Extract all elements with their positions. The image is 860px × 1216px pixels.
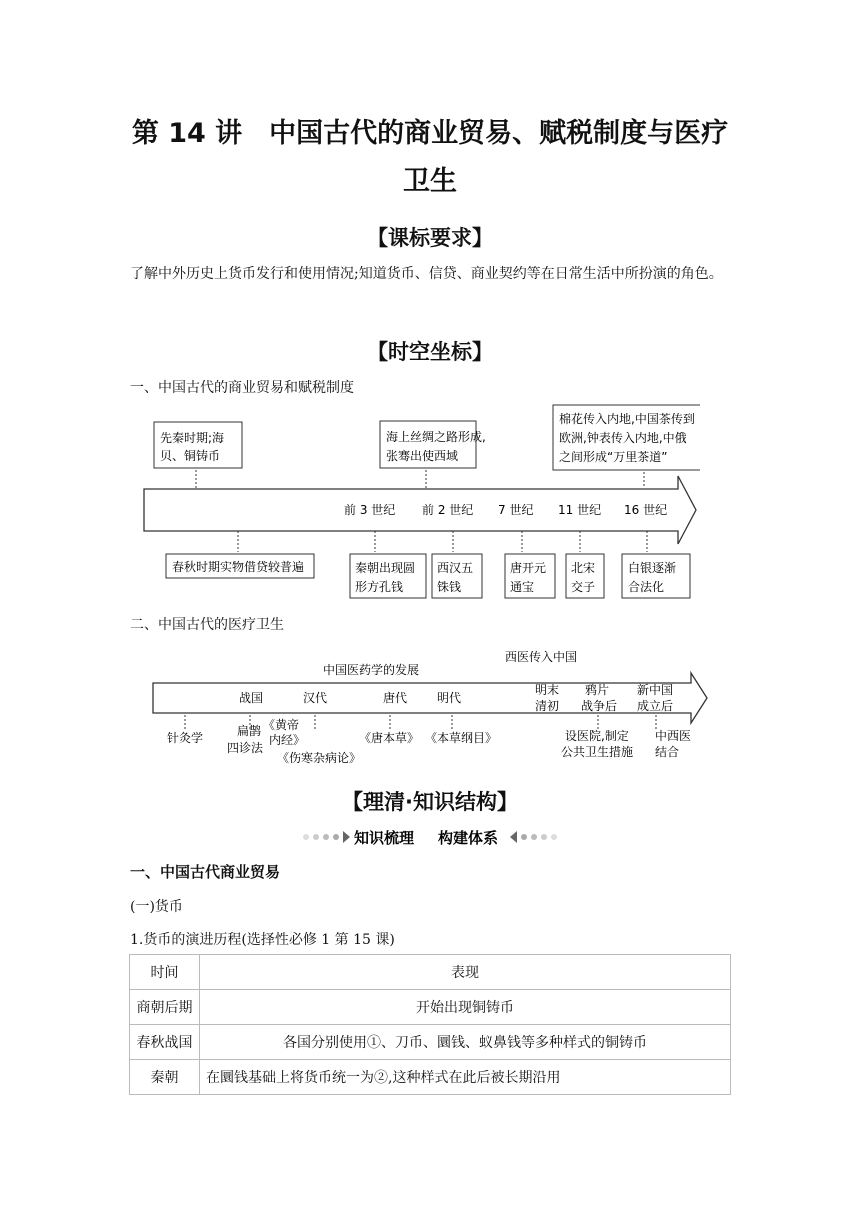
table-cell: 商朝后期 [130,990,200,1025]
curriculum-heading: 【课标要求】 [367,226,493,250]
era-label: 战争后 [581,699,618,713]
top-box-3-line-2: 欧洲,钟表传入内地,中俄 [559,431,687,445]
bottom-box-4-line-1: 唐开元 [510,561,547,575]
table-row [130,1025,731,1060]
part1-sub: (一)货币 [130,899,183,915]
timeline2-heading: 二、中国古代的医疗卫生 [130,617,284,633]
banner-arrow-icon [510,831,517,843]
below-label: 公共卫生措施 [561,745,634,759]
bottom-box-1 [166,554,314,578]
below-label: 结合 [655,745,680,759]
timeline-heading: 【时空坐标】 [367,340,493,364]
table-header: 表现 [200,955,731,990]
top-box-3-line-3: 之间形成“万里茶道” [559,450,668,464]
era-label: 明代 [437,691,462,705]
top-box-2 [380,421,486,468]
bottom-box-3 [432,554,482,598]
structure-heading: 【理清·知识结构】 [342,790,518,814]
bottom-box-1-line-1: 春秋时期实物借贷较普遍 [172,560,305,574]
bottom-box-2-line-1: 秦朝出现圆 [355,561,416,575]
below-label: 针灸学 [167,731,204,745]
section-banner [300,825,560,849]
curriculum-text: 了解中外历史上货币发行和使用情况;知道货币、信贷、商业契约等在日常生活中所扮演的角色。 [130,266,723,282]
era-label: 明末 [535,683,560,697]
table-cell: 各国分别使用①、刀币、圜钱、蚁鼻钱等多种样式的铜铸币 [200,1025,731,1060]
tick-label: 前 3 世纪 [344,503,396,517]
below-label: 内经》 [269,733,306,747]
below-label: 《伤寒杂病论》 [277,751,362,765]
timeline2-arrow [153,673,707,723]
timeline1-arrow [144,476,696,544]
bottom-box-5-line-1: 北宋 [571,561,596,575]
table-cell: 开始出现铜铸币 [200,990,731,1025]
era-label: 成立后 [637,699,674,713]
currency-table [129,954,731,1095]
era-label: 战国 [239,691,264,705]
table-row [130,990,731,1025]
timeline2-diagram [145,640,715,765]
top-box-1 [154,422,242,468]
tick-label: 前 2 世纪 [422,503,474,517]
below-label: 中西医 [655,729,692,743]
top-box-3-line-1: 棉花传入内地,中国茶传到 [559,412,695,426]
banner-left: 知识梳理 [354,829,415,847]
bottom-box-4 [505,554,555,598]
chinese-medicine-label: 中国医药学的发展 [323,663,420,677]
banner-arrow-icon [343,831,350,843]
timeline1-heading: 一、中国古代的商业贸易和赋税制度 [130,380,354,396]
below-label: 《黄帝 [263,718,300,732]
top-box-1-line-2: 贝、铜铸币 [160,449,221,463]
table-header-row [130,955,731,990]
era-label: 鸦片 [585,683,610,697]
era-label: 清初 [535,699,560,713]
top-box-2-line-2: 张骞出使西域 [386,449,459,463]
table-header: 时间 [130,955,200,990]
bottom-box-3-line-1: 西汉五 [437,561,474,575]
part1-item: 1.货币的演进历程(选择性必修 1 第 15 课) [130,932,395,948]
page-title: 第 14 讲 中国古代的商业贸易、赋税制度与医疗卫生 [131,118,729,197]
tick-label: 11 世纪 [558,503,602,517]
part1-heading: 一、中国古代商业贸易 [130,863,281,881]
tick-label: 7 世纪 [498,503,534,517]
below-label: 《本草纲目》 [425,731,498,745]
bottom-box-6 [622,554,690,598]
bottom-box-6-line-1: 白银逐渐 [628,561,677,575]
era-label: 唐代 [383,691,408,705]
below-label: 《唐本草》 [359,731,420,745]
top-box-1-line-1: 先秦时期;海 [160,431,225,445]
table-cell: 春秋战国 [130,1025,200,1060]
top-box-2-line-1: 海上丝绸之路形成, [386,430,486,444]
below-label: 四诊法 [227,741,264,755]
table-cell: 在圜钱基础上将货币统一为②,这种样式在此后被长期沿用 [200,1060,731,1095]
top-box-3 [553,405,700,470]
bottom-box-5 [566,554,604,598]
bottom-box-5-line-2: 交子 [571,580,596,594]
table-row [130,1060,731,1095]
bottom-box-2 [350,554,426,598]
bottom-box-6-line-2: 合法化 [628,580,665,594]
timeline1-diagram [140,400,700,605]
bottom-box-2-line-2: 形方孔钱 [355,580,404,594]
table-cell: 秦朝 [130,1060,200,1095]
below-label: 设医院,制定 [565,729,629,743]
bottom-box-3-line-2: 铢钱 [437,580,462,594]
west-medicine-label: 西医传入中国 [505,650,578,664]
era-label: 汉代 [303,691,328,705]
bottom-box-4-line-2: 通宝 [510,580,535,594]
below-label: 扁鹊 [237,724,262,738]
tick-label: 16 世纪 [624,503,668,517]
era-label: 新中国 [637,683,674,697]
banner-right: 构建体系 [438,829,499,847]
